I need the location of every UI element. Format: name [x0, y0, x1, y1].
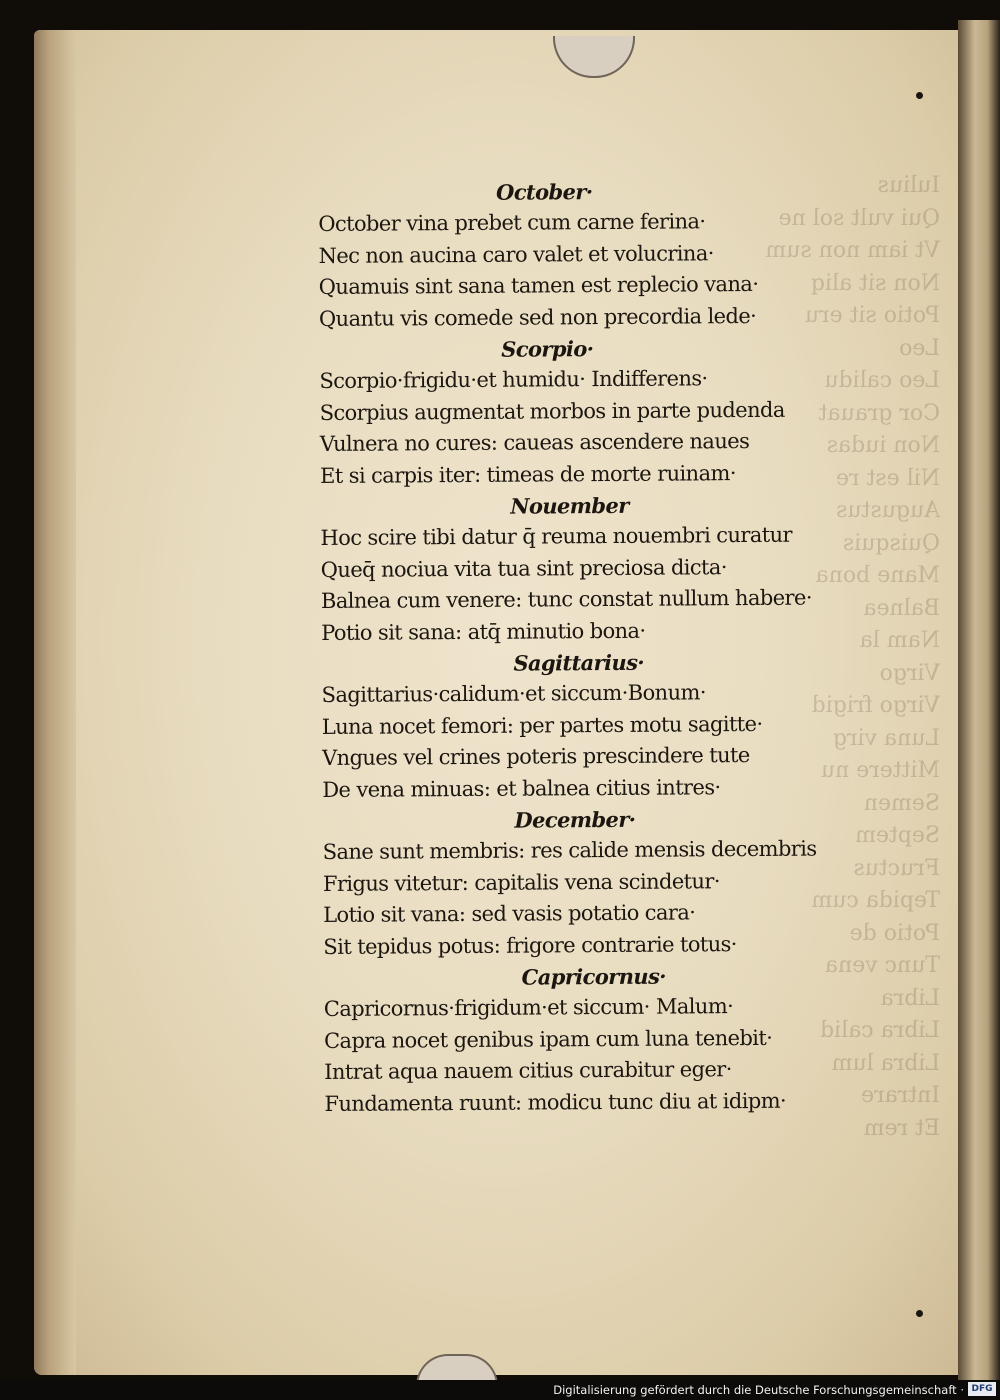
- verse-line: Lotio sit vana: sed vasis potatio cara·: [323, 900, 696, 927]
- verse-line: Quamuis sint sana tamen est replecio vana·: [318, 271, 759, 299]
- verse-line: Et si carpis iter: timeas de morte ruinam·: [319, 460, 736, 488]
- verse-line: Vulnera no cures: caueas ascendere naues: [319, 428, 750, 456]
- section-heading: Scorpio·: [501, 336, 594, 362]
- verse-line: Capricornus·frigidum·et siccum· Malum·: [323, 994, 734, 1021]
- verse-line: Fundamenta ruunt: modicu tunc diu at idipm·: [324, 1088, 787, 1116]
- verse-line: Vngues vel crines poteris prescindere tute: [321, 743, 750, 770]
- book-gutter: [958, 20, 1000, 1380]
- verse-line: Frigus vitetur: capitalis vena scindetur·: [322, 868, 720, 896]
- section-october: [318, 174, 859, 335]
- verse-line: Capra nocet genibus ipam cum luna tenebit·: [323, 1025, 773, 1053]
- verse-line: Sit tepidus potus: frigore contrarie totus·: [323, 931, 737, 959]
- section-capricornus: [323, 959, 864, 1120]
- verse-text: [318, 174, 865, 1120]
- section-nouember: [320, 488, 861, 649]
- verse-line: Potio sit sana: atq̄ minutio bona·: [321, 618, 646, 645]
- verse-line: Queq̄ nociua vita tua sint preciosa dicta·: [320, 554, 727, 582]
- funding-credit: Digitalisierung gefördert durch die Deutsche Forschungsgemeinschaft ·: [553, 1383, 964, 1397]
- section-heading: October·: [496, 179, 593, 205]
- section-december: [322, 802, 863, 963]
- section-heading: December·: [514, 806, 636, 833]
- section-heading: Nouember: [510, 492, 629, 519]
- verse-line: Sagittarius·calidum·et siccum·Bonum·: [321, 680, 706, 707]
- bleed-through-text: Iulius Qui vult sol ne Vt iam non sum Non sit aliq Potio sit eru Leo Leo calidu Cor grauat Non iudas Nil est re Augustus Quisquis Mane bona Balnea Nam la Virgo Virgo frigid Luna virg Mittere nu Semen Septem Fructus Tepida cum Potio de Tunc vena Libra Libra calid Libra lum Intrare Et rem: [765, 173, 940, 1141]
- verse-line: Sane sunt membris: res calide mensis decembris: [322, 836, 817, 864]
- verse-line: Luna nocet femori: per partes motu sagitte·: [321, 711, 763, 739]
- verse-line: Quantu vis comede sed non precordia lede·: [318, 303, 757, 331]
- verse-line: Intrat aqua nauem citius curabitur eger·: [324, 1057, 732, 1084]
- verse-line: Scorpio·frigidu·et humidu· Indifferens·: [319, 366, 708, 393]
- verse-line: Scorpius augmentat morbos in parte pudenda: [319, 397, 785, 425]
- page-edge: [34, 30, 76, 1375]
- verse-line: October vina prebet cum carne ferina·: [318, 209, 706, 236]
- verse-line: Nec non aucina caro valet et volucrina·: [318, 240, 714, 268]
- ink-dot: [916, 1310, 923, 1317]
- section-sagittarius: [321, 645, 862, 806]
- verse-line: Hoc scire tibi datur q̄ reuma nouembri curatur: [320, 522, 792, 550]
- ink-dot: [916, 92, 923, 99]
- section-heading: Capricornus·: [521, 963, 667, 990]
- section-scorpio: [319, 331, 860, 492]
- verse-line: Balnea cum venere: tunc constat nullum habere·: [320, 585, 812, 613]
- verse-line: De vena minuas: et balnea citius intres·: [322, 774, 721, 802]
- dfg-logo: DFG: [968, 1382, 996, 1396]
- section-heading: Sagittarius·: [513, 649, 645, 676]
